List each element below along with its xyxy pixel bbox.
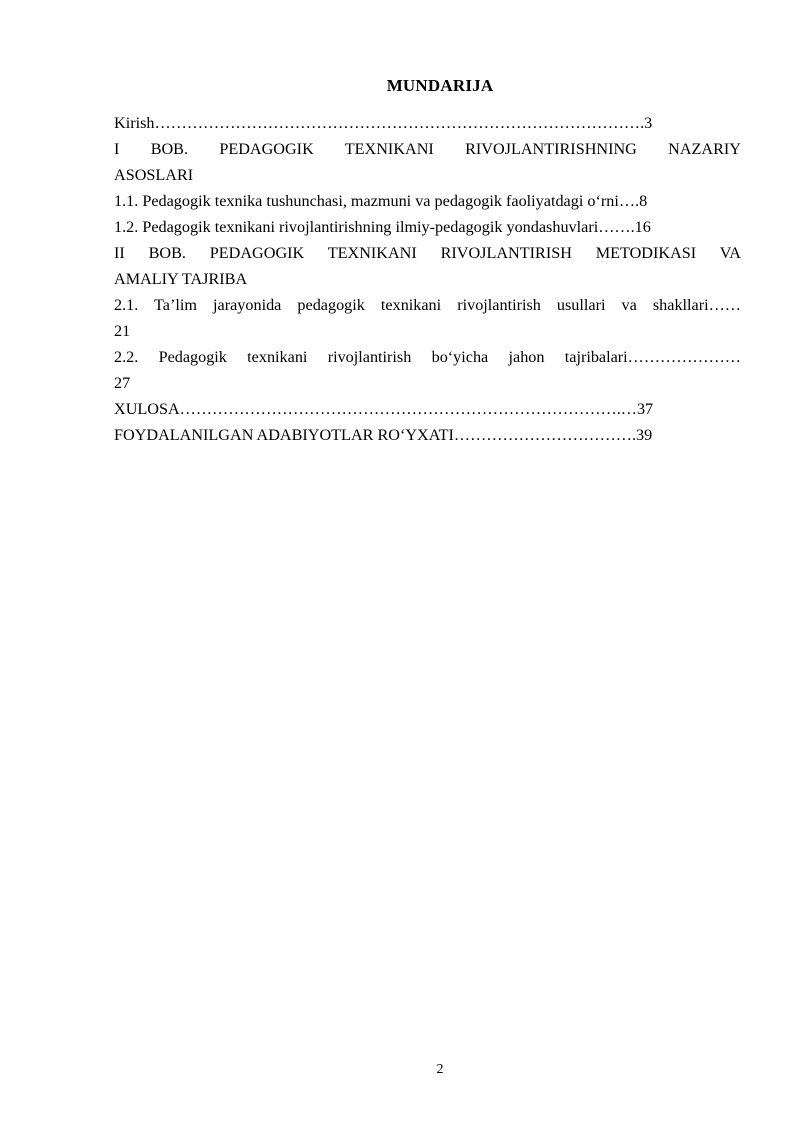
toc-entry-section-1-1	[114, 188, 741, 214]
toc-entry-text: FOYDALANILGAN ADABIYOTLAR RO‘YXATI…………………………….39	[114, 426, 653, 444]
toc-entry-text: II BOB. PEDAGOGIK TEXNIKANI RIVOJLANTIRISH METODIKASI VA	[114, 244, 741, 262]
toc-entry-kirish	[114, 110, 741, 136]
toc-entry-text: Kirish……………………………………………………………………………….3	[114, 114, 653, 132]
toc-entry-chapter-2	[114, 240, 741, 292]
toc-entry-text-continued: AMALIY TAJRIBA	[114, 270, 248, 288]
toc-entry-page-number: 21	[114, 322, 131, 340]
toc-entry-text: 2.2. Pedagogik texnikani rivojlantirish bo‘yicha jahon tajribalari…………………	[114, 348, 741, 366]
toc-entry-section-2-1	[114, 292, 741, 344]
toc-entry-section-1-2	[114, 214, 741, 240]
toc-entry-references	[114, 422, 741, 448]
toc-entry-text: XULOSA……………………………………………………………………….…37	[114, 400, 654, 418]
toc-entry-section-2-2	[114, 344, 741, 396]
toc-entry-page-number: 27	[114, 374, 131, 392]
toc-entry-text: I BOB. PEDAGOGIK TEXNIKANI RIVOJLANTIRISHNING NAZARIY	[114, 140, 741, 158]
table-of-contents	[114, 110, 741, 448]
toc-entry-text: 2.1. Ta’lim jarayonida pedagogik texnikani rivojlantirish usullari va shakllari……	[114, 296, 741, 314]
toc-entry-chapter-1	[114, 136, 741, 188]
toc-entry-xulosa	[114, 396, 741, 422]
toc-entry-text: 1.2. Pedagogik texnikani rivojlantirishning ilmiy-pedagogik yondashuvlari…….16	[114, 218, 651, 236]
page-number: 2	[436, 1062, 444, 1074]
page-title: MUNDARIJA	[386, 76, 494, 95]
toc-entry-text-continued: ASOSLARI	[114, 166, 194, 184]
toc-entry-text: 1.1. Pedagogik texnika tushunchasi, mazmuni va pedagogik faoliyatdagi o‘rni….8	[114, 192, 648, 210]
